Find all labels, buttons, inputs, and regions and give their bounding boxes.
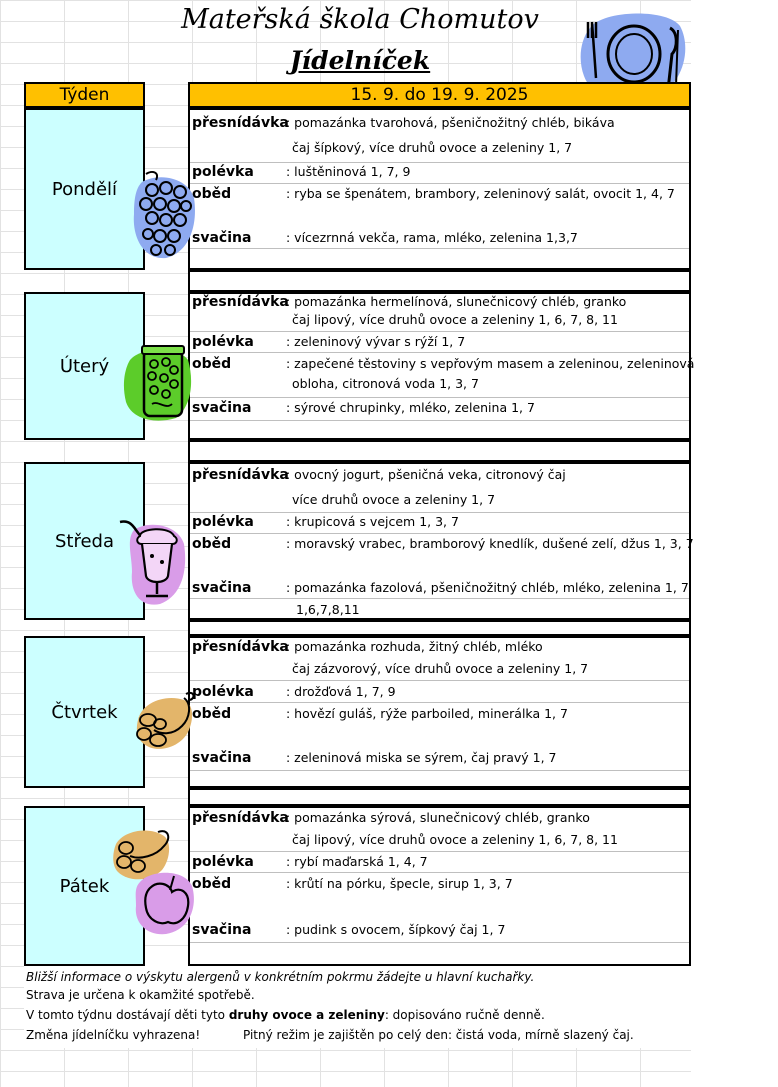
menu-label: polévka <box>192 164 254 180</box>
menu-label: přesnídávka <box>192 294 289 310</box>
menu-label: svačina <box>192 580 252 596</box>
menu-text: : rybí maďarská 1, 4, 7 <box>286 854 428 869</box>
menu-text: : pomazánka rozhuda, žitný chléb, mléko <box>286 639 543 654</box>
menu-text: čaj lipový, více druhů ovoce a zeleniny 1, 6, 7, 8, 11 <box>292 312 618 327</box>
menu-label: polévka <box>192 334 254 350</box>
menu-label: přesnídávka <box>192 467 289 483</box>
fruit-note: V tomto týdnu dostávají děti tyto druhy ovoce a zeleniny: dopisováno ručně denně. <box>26 1008 545 1022</box>
menu-label: svačina <box>192 922 252 938</box>
menu-text: více druhů ovoce a zeleniny 1, 7 <box>292 492 496 507</box>
menu-label: oběd <box>192 706 232 722</box>
menu-label: polévka <box>192 684 254 700</box>
spacer-row <box>188 788 691 806</box>
menu-text: : ryba se špenátem, brambory, zeleninový salát, ovocit 1, 4, 7 <box>286 186 675 201</box>
day-name: Čtvrtek <box>51 701 118 723</box>
menu-text: : krůtí na pórku, špecle, sirup 1, 3, 7 <box>286 876 513 891</box>
day-name: Úterý <box>59 355 110 377</box>
cornucopia-icon <box>132 690 196 756</box>
menu-text: : hovězí guláš, rýže parboiled, minerálka 1, 7 <box>286 706 568 721</box>
menu-text: : zeleninová miska se sýrem, čaj pravý 1, 7 <box>286 750 557 765</box>
menu-text: : pomazánka hermelínová, slunečnicový chléb, granko <box>286 294 627 309</box>
menu-label: oběd <box>192 876 232 892</box>
menu-text: čaj lipový, více druhů ovoce a zeleniny 1, 6, 7, 8, 11 <box>292 832 618 847</box>
consumption-note: Strava je určena k okamžité spotřebě. <box>26 988 255 1002</box>
week-label: Týden <box>24 82 145 108</box>
day-name: Středa <box>54 530 115 552</box>
menu-text: : zeleninový vývar s rýží 1, 7 <box>286 334 466 349</box>
menu-label: přesnídávka <box>192 115 289 131</box>
menu-text: čaj zázvorový, více druhů ovoce a zeleniny 1, 7 <box>292 661 589 676</box>
spacer-row <box>188 440 691 462</box>
menu-text: : pomazánka sýrová, slunečnicový chléb, granko <box>286 810 590 825</box>
day-name: Pátek <box>59 875 110 897</box>
date-range: 15. 9. do 19. 9. 2025 <box>188 82 691 108</box>
menu-tuesday <box>188 292 695 440</box>
day-thursday <box>24 636 145 788</box>
menu-text: : ovocný jogurt, pšeničná veka, citronový čaj <box>286 467 566 482</box>
menu-text: 1,6,7,8,11 <box>296 602 360 617</box>
menu-text: : zapečené těstoviny s vepřovým masem a zeleninou, zeleninová <box>286 356 695 371</box>
drinking-note: Pitný režim je zajištěn po celý den: čistá voda, mírně slazený čaj. <box>243 1028 634 1042</box>
menu-text: : pomazánka tvarohová, pšeničnožitný chléb, bikáva <box>286 115 615 130</box>
menu-label: svačina <box>192 750 252 766</box>
spacer-row <box>188 620 691 636</box>
jar-icon <box>122 340 194 422</box>
menu-monday <box>188 108 691 270</box>
menu-friday <box>188 806 691 966</box>
grapes-icon <box>130 168 198 260</box>
day-name: Pondělí <box>51 178 118 200</box>
menu-label: oběd <box>192 536 232 552</box>
change-note: Změna jídelníčku vyhrazena! <box>26 1028 201 1042</box>
menu-text: : vícezrnná vekča, rama, mléko, zelenina 1,3,7 <box>286 230 578 245</box>
menu-label: oběd <box>192 186 232 202</box>
menu-text: : drožďová 1, 7, 9 <box>286 684 396 699</box>
menu-label: oběd <box>192 356 232 372</box>
menu-text: čaj šípkový, více druhů ovoce a zeleniny 1, 7 <box>292 140 573 155</box>
menu-label: přesnídávka <box>192 810 289 826</box>
milkshake-icon <box>118 516 190 606</box>
menu-label: polévka <box>192 514 254 530</box>
menu-wednesday <box>188 462 694 620</box>
school-name: Mateřská škola Chomutov <box>181 4 539 35</box>
menu-text: : luštěninová 1, 7, 9 <box>286 164 411 179</box>
allergen-note: Bližší informace o výskytu alergenů v konkrétním pokrmu žádejte u hlavní kuchařky. <box>26 970 535 984</box>
sheet-right-margin <box>691 0 778 1087</box>
spacer-row <box>188 270 691 292</box>
menu-text: : sýrové chrupinky, mléko, zelenina 1, 7 <box>286 400 535 415</box>
menu-label: svačina <box>192 400 252 416</box>
menu-text: : krupicová s vejcem 1, 3, 7 <box>286 514 459 529</box>
menu-label: přesnídávka <box>192 639 289 655</box>
cornucopia-apple-icon <box>110 826 196 936</box>
menu-label: svačina <box>192 230 252 246</box>
menu-text: : pudink s ovocem, šípkový čaj 1, 7 <box>286 922 506 937</box>
menu-text: obloha, citronová voda 1, 3, 7 <box>292 376 479 391</box>
page-title: Jídelníček <box>289 46 431 75</box>
menu-thursday <box>188 636 691 788</box>
menu-label: polévka <box>192 854 254 870</box>
day-monday <box>24 108 145 270</box>
menu-text: : moravský vrabec, bramborový knedlík, dušené zelí, džus 1, 3, 7 <box>286 536 694 551</box>
menu-text: : pomazánka fazolová, pšeničnožitný chléb, mléko, zelenina 1, 7 <box>286 580 689 595</box>
